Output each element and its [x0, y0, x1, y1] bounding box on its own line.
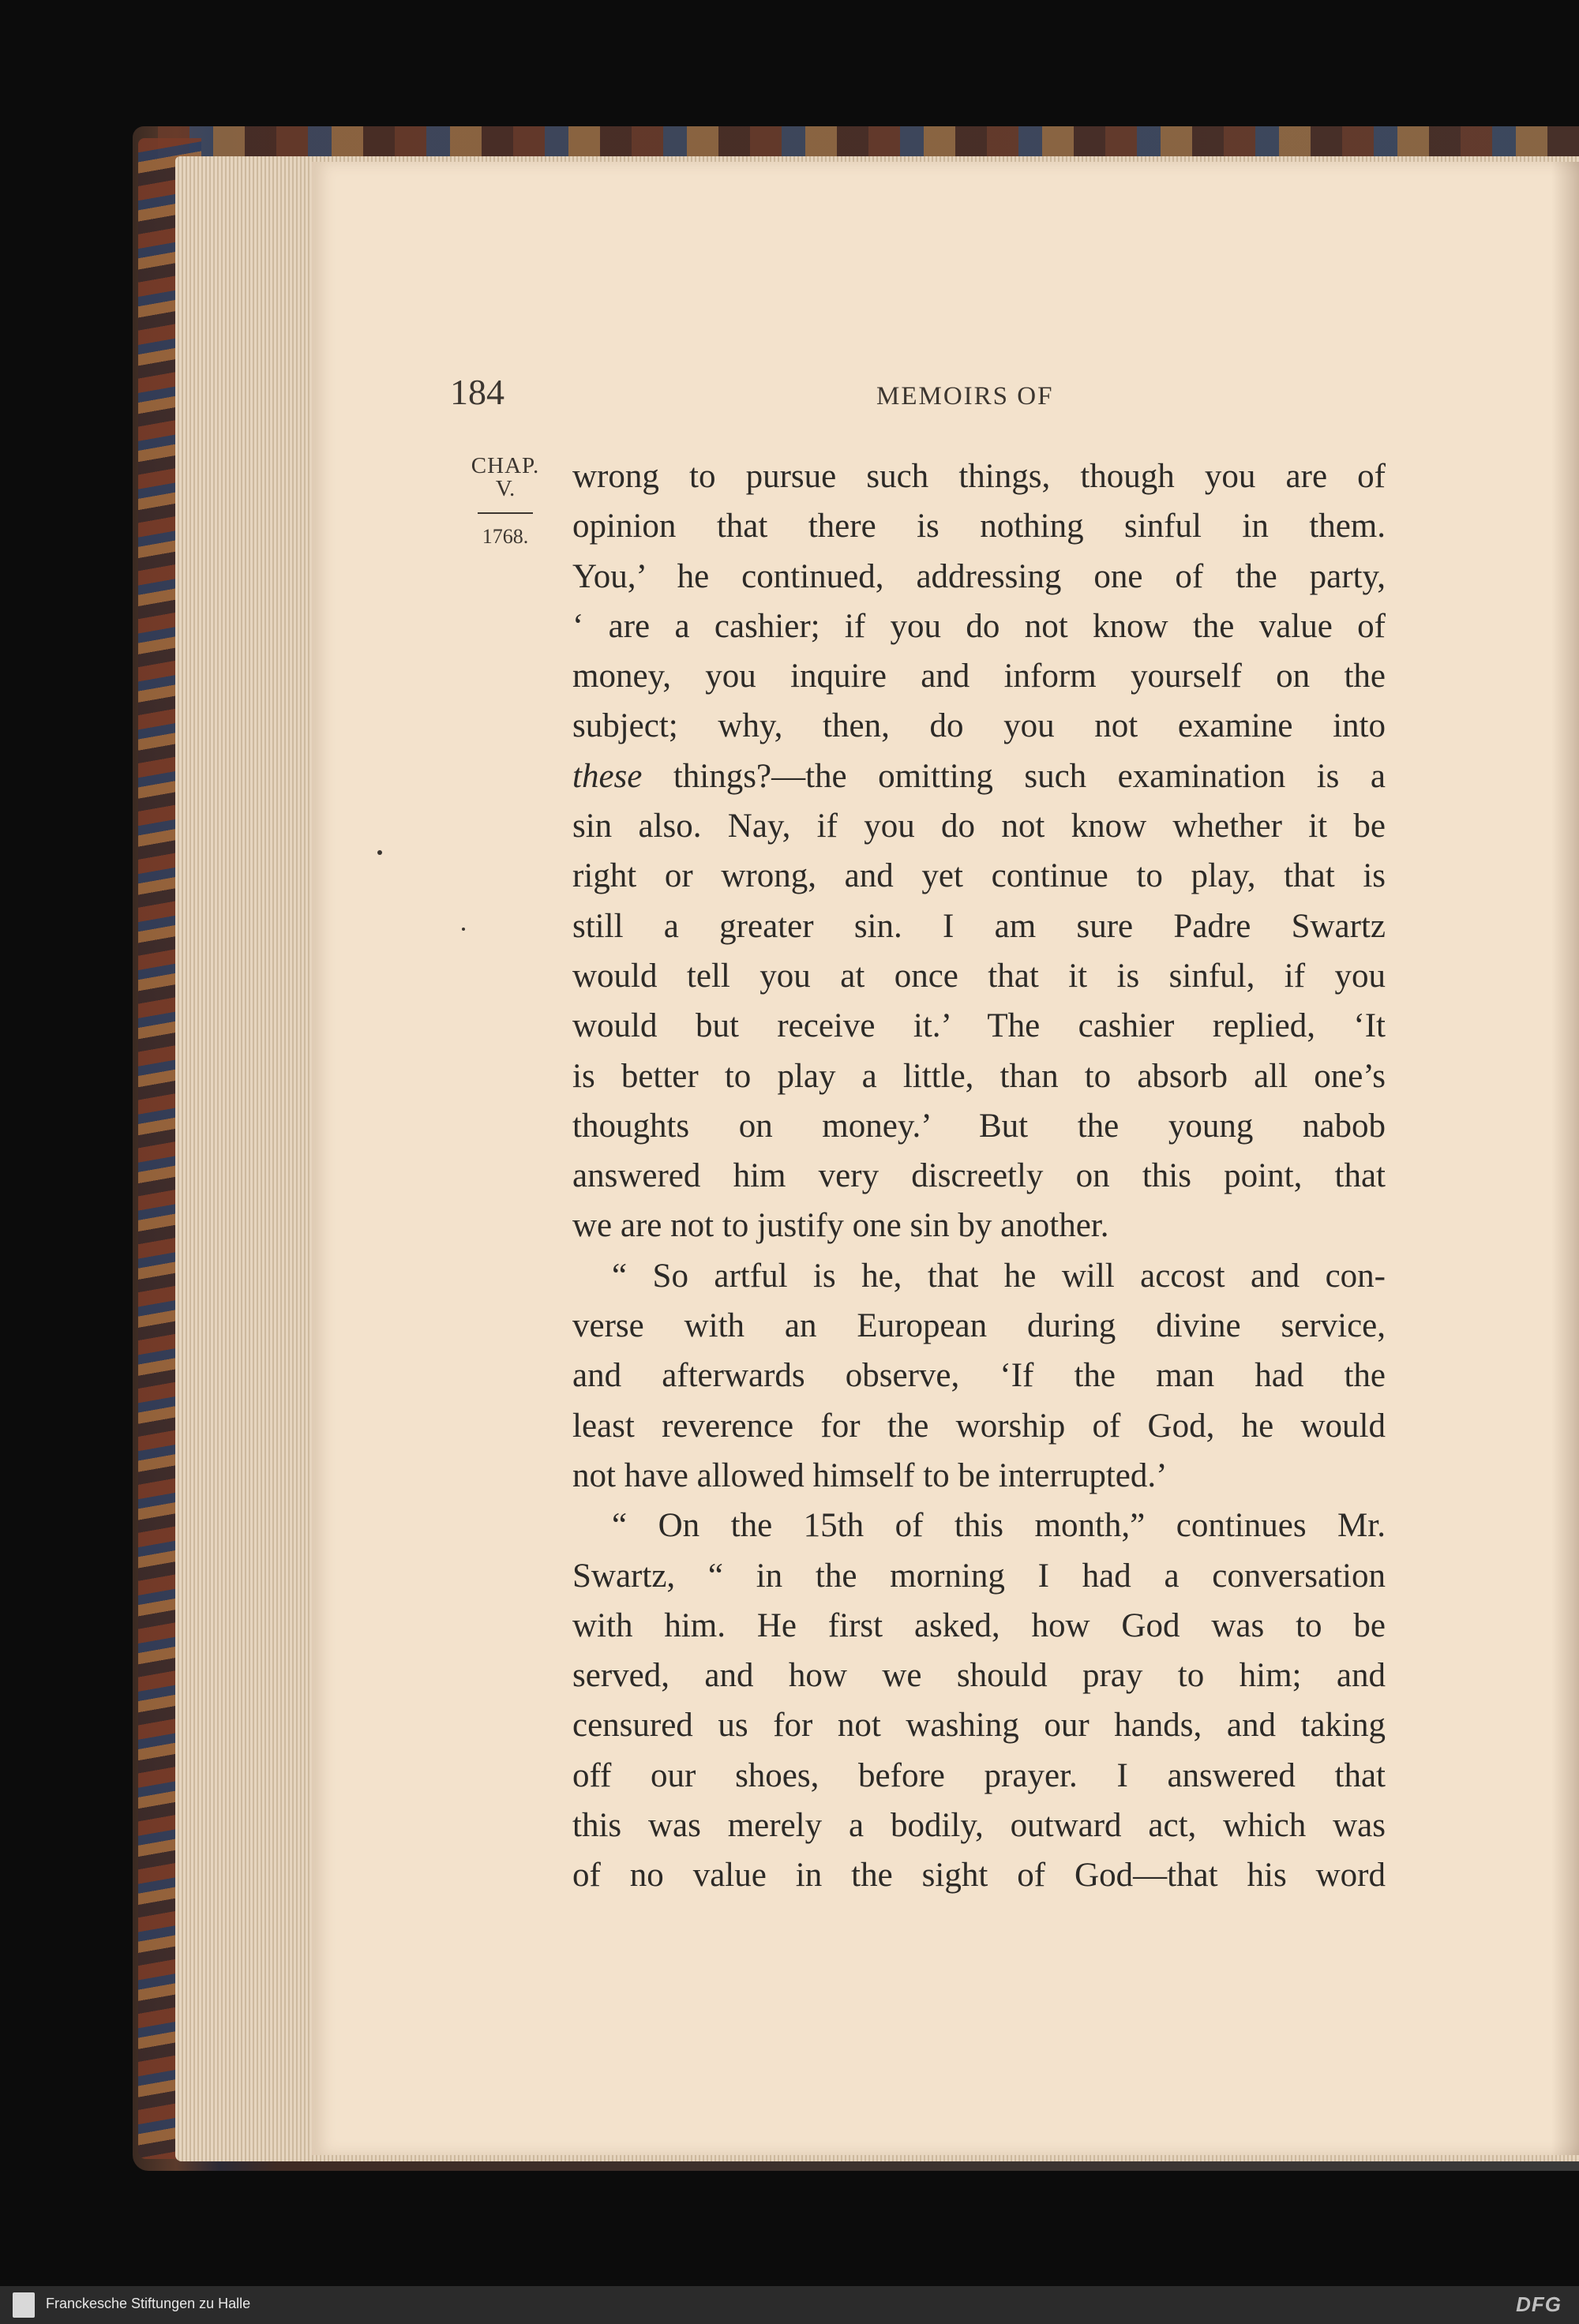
text-line: “ So artful is he, that he will accost and con-: [612, 1257, 1386, 1295]
text-line: answered him very discreetly on this point, that: [572, 1157, 1386, 1195]
text-line: sin also. Nay, if you do not know whether it be: [572, 808, 1386, 845]
text-line: this was merely a bodily, outward act, which was: [572, 1807, 1386, 1845]
text-line: would but receive it.’ The cashier replied, ‘It: [572, 1007, 1386, 1045]
text-line: of no value in the sight of God—that his word: [572, 1857, 1386, 1895]
text-line: served, and how we should pray to him; and: [572, 1657, 1386, 1695]
text-line: with him. He first asked, how God was to be: [572, 1606, 1386, 1644]
text-line: would tell you at once that it is sinful, if you: [572, 957, 1386, 995]
body-text: [572, 452, 1386, 1901]
chapter-label: CHAP.: [471, 453, 540, 478]
institution-logo-icon: [13, 2292, 35, 2318]
text-line: opinion that there is nothing sinful in them.: [572, 508, 1386, 545]
text-line: Swartz, “ in the morning I had a conversation: [572, 1557, 1386, 1595]
page-speck: [377, 850, 382, 855]
text-line: these things?—the omitting such examination is a: [572, 757, 1386, 795]
margin-year: 1768.: [482, 525, 529, 548]
text-line: and afterwards observe, ‘If the man had the: [572, 1357, 1386, 1395]
page-speck: [462, 928, 465, 931]
text-line: verse with an European during divine service,: [572, 1307, 1386, 1345]
text-line: still a greater sin. I am sure Padre Swartz: [572, 907, 1386, 945]
text-line: money, you inquire and inform yourself on the: [572, 658, 1386, 695]
page-number: 184: [450, 372, 504, 412]
margin-note: [462, 454, 549, 549]
text-line: right or wrong, and yet continue to play, that is: [572, 857, 1386, 895]
text-line: not have allowed himself to be interrupted.’: [572, 1456, 1168, 1494]
text-line: off our shoes, before prayer. I answered that: [572, 1756, 1386, 1794]
text-line: least reverence for the worship of God, he would: [572, 1407, 1386, 1445]
running-head: [450, 371, 1397, 418]
margin-rule: [478, 512, 533, 514]
text-line: thoughts on money.’ But the young nabob: [572, 1107, 1386, 1145]
footer-institution: Franckesche Stiftungen zu Halle: [46, 2296, 251, 2311]
text-line: censured us for not washing our hands, and taking: [572, 1707, 1386, 1745]
marbled-edge-top: [158, 126, 1579, 158]
text-line: ‘ are a cashier; if you do not know the value of: [572, 607, 1386, 645]
page-gutter: [1551, 162, 1579, 2155]
viewer-footer: [0, 2286, 1579, 2324]
text-line: wrong to pursue such things, though you are of: [572, 458, 1386, 495]
text-line: is better to play a little, than to absorb all one’s: [572, 1057, 1386, 1095]
text-line: You,’ he continued, addressing one of the party,: [572, 557, 1386, 595]
text-line: we are not to justify one sin by another.: [572, 1207, 1109, 1245]
running-title: MEMOIRS OF: [876, 382, 1054, 410]
text-line: subject; why, then, do you not examine into: [572, 707, 1386, 745]
dfg-logo: DFG: [1516, 2292, 1562, 2316]
text-line: “ On the 15th of this month,” continues Mr.: [612, 1507, 1386, 1545]
chapter-numeral: V.: [495, 476, 516, 501]
